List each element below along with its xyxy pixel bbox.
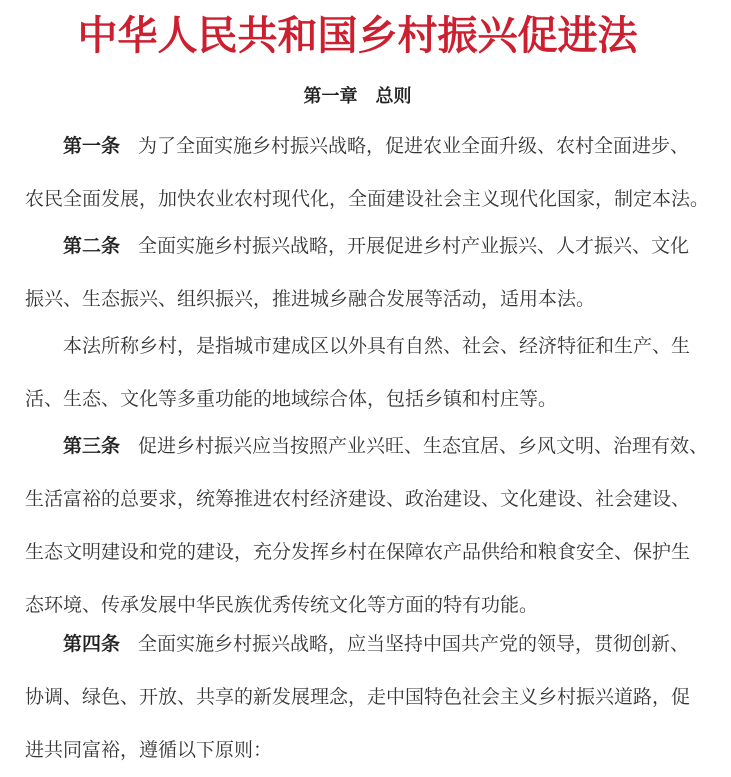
- article-number: 第四条: [63, 633, 121, 655]
- paragraph-text: 促进乡村振兴应当按照产业兴旺、生态宜居、乡风文明、治理有效、: [138, 435, 709, 457]
- paragraph-line: [25, 420, 709, 473]
- article-number: 第三条: [63, 435, 121, 457]
- paragraph-text: 全面实施乡村振兴战略，应当坚持中国共产党的领导，贯彻创新、: [138, 633, 690, 655]
- paragraph-line: 农民全面发展，加快农业农村现代化，全面建设社会主义现代化国家，制定本法。: [25, 188, 710, 210]
- article-2-continuation-paragraph: [25, 320, 705, 426]
- paragraph-line: [25, 120, 705, 173]
- paragraph-line: [25, 220, 705, 273]
- article-number: 第一条: [63, 135, 121, 157]
- paragraph-text: 为了全面实施乡村振兴战略，促进农业全面升级、农村全面进步、: [138, 135, 690, 157]
- article-number: 第二条: [63, 235, 121, 257]
- paragraph-line: 生态文明建设和党的建设，充分发挥乡村在保障农产品供给和粮食安全、保护生: [25, 541, 691, 563]
- article-1-paragraph: [25, 120, 710, 226]
- article-2-paragraph: [25, 220, 705, 326]
- paragraph-line: 振兴、生态振兴、组织振兴，推进城乡融合发展等活动，适用本法。: [25, 288, 596, 310]
- paragraph-line: 活、生态、文化等多重功能的地域综合体，包括乡镇和村庄等。: [25, 388, 558, 410]
- paragraph-line: 进共同富裕，遵循以下原则：: [25, 739, 273, 761]
- paragraph-line: 协调、绿色、开放、共享的新发展理念，走中国特色社会主义乡村振兴道路，促: [25, 686, 691, 708]
- paragraph-line: 生活富裕的总要求，统筹推进农村经济建设、政治建设、文化建设、社会建设、: [25, 488, 691, 510]
- paragraph-line: 态环境、传承发展中华民族优秀传统文化等方面的特有功能。: [25, 594, 539, 616]
- paragraph-text: 全面实施乡村振兴战略，开展促进乡村产业振兴、人才振兴、文化: [138, 235, 690, 257]
- paragraph-line: 本法所称乡村，是指城市建成区以外具有自然、社会、经济特征和生产、生: [63, 335, 691, 357]
- paragraph-line: [25, 618, 705, 671]
- chapter-heading: 第一章 总则: [303, 86, 412, 107]
- document-title: 中华人民共和国乡村振兴促进法: [77, 13, 638, 59]
- article-4-paragraph: [25, 618, 705, 777]
- article-3-paragraph: [25, 420, 709, 632]
